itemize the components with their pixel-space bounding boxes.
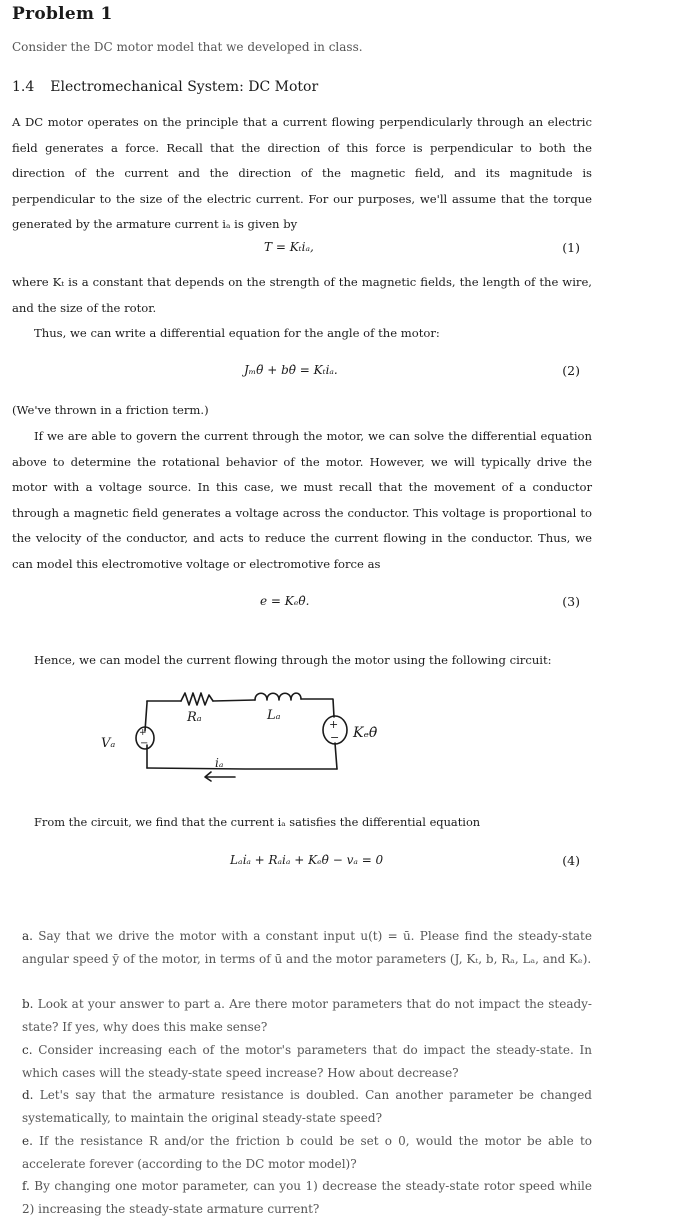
question-d-label: d.: [22, 1088, 34, 1102]
circuit-diagram: [95, 683, 415, 788]
equation-3: [0, 594, 673, 614]
question-b: [22, 993, 592, 1038]
wire-top-mid: [213, 700, 255, 701]
emf-label: Kₑθ̇: [353, 725, 378, 741]
wire-right-lower: [335, 743, 337, 769]
equation-4-math: Lₐi̇ₐ + Rₐiₐ + Kₑθ̇ − vₐ = 0: [230, 853, 384, 867]
question-b-label: b.: [22, 997, 34, 1011]
equation-4: [0, 853, 673, 873]
voltage-source-minus: −: [140, 738, 149, 749]
voltage-source-label: Vₐ: [101, 736, 116, 751]
question-f: [22, 1175, 592, 1220]
equation-2-math: Jₘθ̈ + bθ̇ = Kₜiₐ.: [244, 363, 338, 377]
section-number: 1.4: [12, 79, 35, 95]
paragraph-circuit-intro: Hence, we can model the current flowing through the motor using the following circuit:: [34, 653, 552, 667]
paragraph-motor-principle: A DC motor operates on the principle that a current flowing perpendicularly through an electric field generates a force. Recall that the direction of this force is perpendicular to both the direction of the current and the direction of the magnetic field, and its magnitude is perpendicular to the size of the electric current. For our purposes, we'll assume that the torque generated by the armature current iₐ is given by: [12, 115, 592, 232]
paragraph-friction-note: (We've thrown in a friction term.): [12, 403, 209, 417]
question-d: [22, 1084, 592, 1129]
question-b-text: Look at your answer to part a. Are there motor parameters that do not impact the steady-state? If yes, why does this make sense?: [22, 997, 592, 1034]
resistor-label: Rₐ: [187, 710, 202, 725]
emf-source-plus: +: [329, 718, 339, 731]
equation-2: [0, 363, 673, 383]
resistor-symbol: [181, 693, 213, 705]
paragraph-diff-eq-intro: Thus, we can write a differential equation for the angle of the motor:: [34, 326, 440, 340]
equation-3-tag: (3): [562, 594, 580, 609]
wire-top-right: [301, 699, 334, 717]
question-e-text: If the resistance R and/or the friction b could be set o 0, would the motor be able to accelerate forever (according to the DC motor model)?: [22, 1134, 592, 1171]
question-c: [22, 1039, 592, 1084]
current-label: iₐ: [215, 756, 224, 770]
question-d-text: Let's say that the armature resistance is doubled. Can another parameter be changed systematically, to maintain the original steady-state speed?: [22, 1088, 592, 1125]
inductor-label: Lₐ: [267, 708, 281, 723]
paragraph-circuit-result: From the circuit, we find that the current iₐ satisfies the differential equation: [34, 815, 481, 829]
section-heading: [12, 79, 318, 95]
voltage-source-plus: +: [139, 728, 147, 738]
equation-3-math: e = Kₑθ̇.: [260, 594, 310, 608]
equation-1-tag: (1): [562, 240, 580, 255]
question-a: [22, 925, 592, 970]
inductor-symbol: [255, 693, 301, 700]
equation-4-tag: (4): [562, 853, 580, 868]
paragraph-kt-definition: where Kₜ is a constant that depends on the strength of the magnetic fields, the length of the wire, and the size of the rotor.: [12, 275, 592, 315]
problem-intro: Consider the DC motor model that we developed in class.: [12, 40, 363, 54]
current-arrow: [205, 772, 235, 781]
question-a-text: Say that we drive the motor with a constant input u(t) = ū. Please find the steady-state angular speed ȳ of the motor, in terms of ū and the motor parameters (J, Kₜ, b, Rₐ, Lₐ, and Kₑ).: [22, 929, 592, 966]
question-c-text: Consider increasing each of the motor's parameters that do impact the steady-state. In which cases will the steady-state speed increase? How about decrease?: [22, 1043, 592, 1080]
equation-1: [0, 240, 673, 260]
wire-bottom: [147, 768, 337, 769]
question-e-label: e.: [22, 1134, 33, 1148]
question-e: [22, 1130, 592, 1175]
question-a-label: a.: [22, 929, 33, 943]
equation-1-math: T = Kₜiₐ,: [264, 240, 314, 254]
section-title: Electromechanical System: DC Motor: [50, 79, 319, 95]
question-c-label: c.: [22, 1043, 33, 1057]
question-f-label: f.: [22, 1179, 30, 1193]
paragraph-voltage-source: If we are able to govern the current through the motor, we can solve the differential equation above to determine the rotational behavior of the motor. However, we will typically drive the motor with a voltage source. In this case, we must recall that the movement of a conductor through a magnetic field generates a voltage across the conductor. This voltage is proportional to the velocity of the conductor, and acts to reduce the current flowing in the conductor. Thus, we can model this electromotive voltage or electromotive force as: [12, 429, 592, 571]
problem-title: Problem 1: [12, 4, 113, 24]
question-f-text: By changing one motor parameter, can you 1) decrease the steady-state rotor speed while 2) increasing the steady-state armature current?: [22, 1179, 592, 1216]
emf-source-minus: −: [330, 731, 340, 744]
equation-2-tag: (2): [562, 363, 580, 378]
